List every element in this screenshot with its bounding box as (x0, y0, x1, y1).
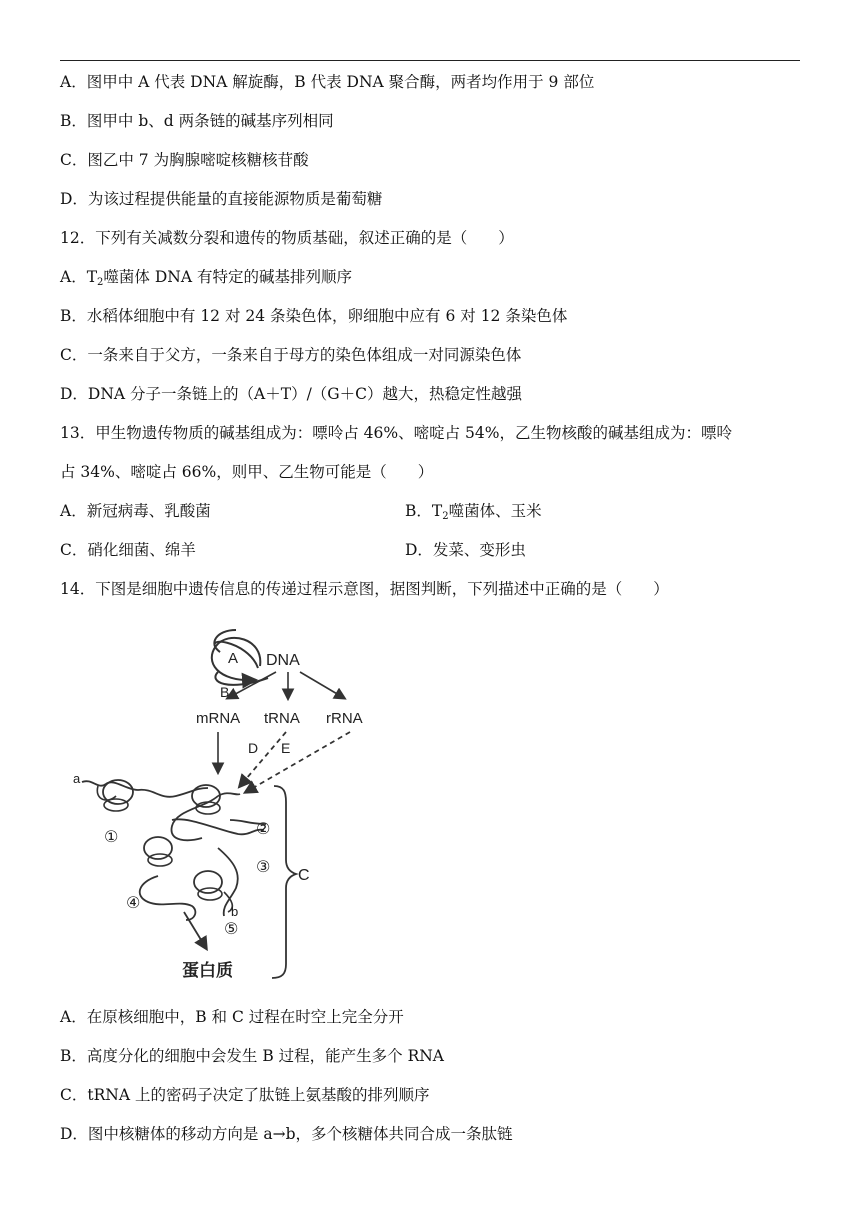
q12-a-pre: A．T (60, 268, 98, 286)
ribosome-4 (194, 871, 222, 900)
label-circle-4: ④ (126, 895, 141, 912)
label-b-transcription: B (220, 684, 230, 700)
polypeptide-2 (218, 793, 240, 796)
q11-option-a: A．图甲中 A 代表 DNA 解旋酶，B 代表 DNA 聚合酶，两者均作用于 9 部位 (60, 73, 595, 91)
gene-expression-diagram (68, 620, 388, 990)
label-e: E (281, 740, 291, 756)
label-circle-5: ⑤ (224, 921, 239, 938)
q12-option-c: C．一条来自于父方，一条来自于母方的染色体组成一对同源染色体 (60, 346, 522, 364)
label-a-end: a (73, 771, 81, 786)
label-circle-3: ③ (256, 859, 271, 876)
q12-a-sub: 2 (97, 277, 104, 288)
dashed-arrow-trna (240, 732, 286, 786)
mrna-strand-lower (172, 819, 266, 916)
q14-option-b: B．高度分化的细胞中会发生 B 过程，能产生多个 RNA (60, 1047, 444, 1065)
q14-option-d: D．图中核糖体的移动方向是 a→b，多个核糖体共同合成一条肽链 (60, 1125, 513, 1143)
label-mrna: mRNA (196, 710, 241, 727)
q13-b-sub: 2 (442, 511, 449, 522)
q11-option-b: B．图甲中 b、d 两条链的碱基序列相同 (60, 112, 334, 130)
q11-option-d: D．为该过程提供能量的直接能源物质是葡萄糖 (60, 190, 383, 208)
q13-b-pre: B．T (405, 502, 443, 520)
q11-option-c: C．图乙中 7 为胸腺嘧啶核糖核苷酸 (60, 151, 309, 169)
q13-stem-line2: 占 34%、嘧啶占 66%，则甲、乙生物可能是（ ） (60, 463, 434, 481)
brace-c (272, 786, 296, 978)
q14-option-c: C．tRNA 上的密码子决定了肽链上氨基酸的排列顺序 (60, 1086, 430, 1104)
ribosome-3 (144, 837, 172, 866)
q13-option-b (405, 501, 542, 521)
mrna-strand (82, 781, 218, 920)
q12-option-a (60, 267, 352, 287)
q12-option-b: B．水稻体细胞中有 12 对 24 条染色体，卵细胞中应有 6 对 12 条染色体 (60, 307, 568, 325)
q13-option-c: C．硝化细菌、绵羊 (60, 541, 196, 559)
q14-option-a: A．在原核细胞中，B 和 C 过程在时空上完全分开 (60, 1008, 404, 1026)
label-trna: tRNA (264, 710, 300, 727)
q13-b-post: 噬菌体、玉米 (448, 502, 542, 520)
q13-option-d: D．发菜、变形虫 (405, 541, 526, 559)
q12-option-d: D．DNA 分子一条链上的（A＋T）/（G＋C）越大，热稳定性越强 (60, 385, 523, 403)
q14-stem: 14．下图是细胞中遗传信息的传递过程示意图，据图判断，下列描述中正确的是（ ） (60, 580, 669, 598)
q12-a-post: 噬菌体 DNA 有特定的碱基排列顺序 (103, 268, 352, 286)
arrow-to-protein (184, 912, 206, 948)
label-b-end: b (231, 904, 239, 919)
label-protein: 蛋白质 (182, 961, 233, 980)
label-a-replication: A (228, 650, 239, 667)
label-d: D (248, 740, 259, 756)
q13-option-a: A．新冠病毒、乳酸菌 (60, 502, 211, 520)
label-dna: DNA (266, 652, 300, 669)
header-rule (60, 60, 800, 61)
arrow-to-rrna (300, 672, 344, 698)
q12-stem: 12．下列有关减数分裂和遗传的物质基础，叙述正确的是（ ） (60, 229, 514, 247)
q13-stem-line1: 13．甲生物遗传物质的碱基组成为：嘌呤占 46%、嘧啶占 54%，乙生物核酸的碱基组成为：嘌呤 (60, 424, 732, 442)
label-circle-2: ② (256, 821, 271, 838)
label-circle-1: ① (104, 829, 119, 846)
polypeptide-1 (97, 786, 116, 800)
label-c-translation: C (298, 867, 310, 884)
label-rrna: rRNA (326, 710, 363, 727)
